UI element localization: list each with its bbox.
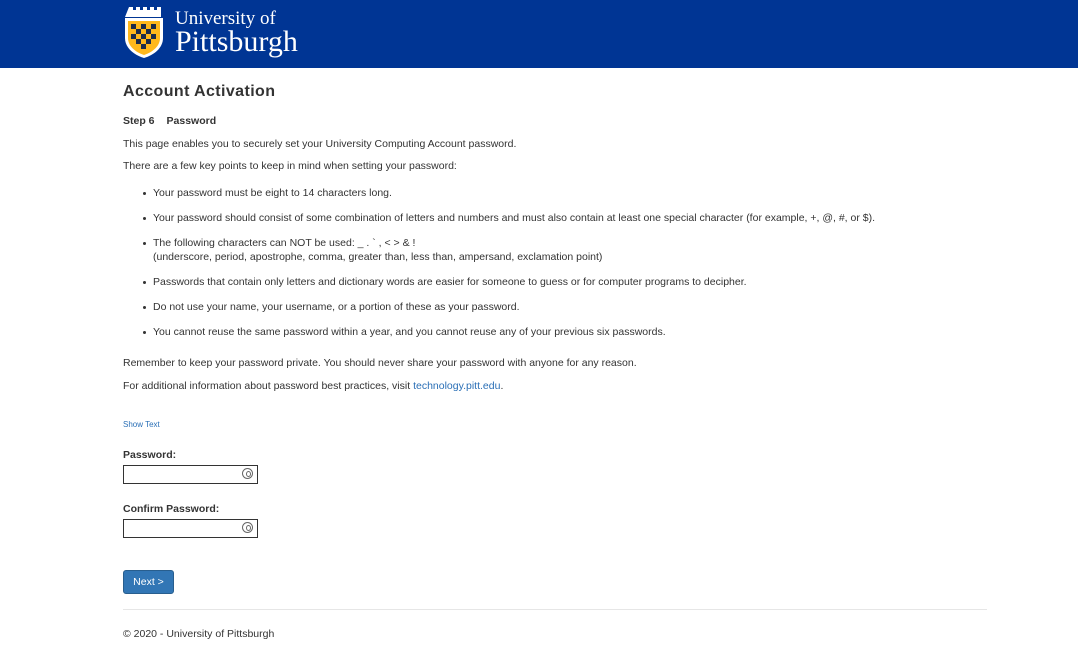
rule-text-detail: (underscore, period, apostrophe, comma, greater than, less than, ampersand, exclamation point) <box>153 250 603 263</box>
pitt-shield-icon <box>123 5 165 59</box>
rule-text: You cannot reuse the same password within a year, and you cannot reuse any of your previous six passwords. <box>153 325 666 338</box>
additional-info-suffix: . <box>500 380 504 392</box>
confirm-password-field <box>123 519 258 538</box>
password-field <box>123 465 258 484</box>
confirm-password-input[interactable] <box>124 522 240 539</box>
list-item <box>153 276 993 290</box>
confirm-password-reveal-icon[interactable] <box>242 522 253 533</box>
key-points-intro: There are a few key points to keep in mind when setting your password: <box>123 160 457 172</box>
step-name: Password <box>166 115 217 127</box>
additional-info-prefix: For additional information about password best practices, visit <box>123 380 414 392</box>
technology-link[interactable]: technology.pitt.edu <box>413 380 501 392</box>
footer-divider <box>123 609 987 610</box>
site-header <box>0 0 1078 68</box>
list-item <box>153 237 993 264</box>
list-item <box>153 187 993 201</box>
next-button[interactable]: Next > <box>123 570 174 594</box>
password-reveal-icon[interactable] <box>242 468 253 479</box>
password-input[interactable] <box>124 468 240 485</box>
password-label: Password: <box>123 449 177 461</box>
step-number: Step 6 <box>123 115 155 127</box>
additional-info <box>123 380 503 392</box>
page-title: Account Activation <box>123 83 276 100</box>
rule-text: Your password must be eight to 14 characters long. <box>153 187 392 199</box>
password-rules-list <box>123 187 993 351</box>
privacy-reminder: Remember to keep your password private. You should never share your password with anyone for any reason. <box>123 357 637 369</box>
list-item <box>153 326 993 340</box>
step-indicator <box>123 115 216 127</box>
rule-text: Do not use your name, your username, or a portion of these as your password. <box>153 300 520 313</box>
intro-text: This page enables you to securely set your University Computing Account password. <box>123 138 517 150</box>
list-item <box>153 301 993 315</box>
logo-text-line1: University of <box>175 8 276 29</box>
rule-text: Passwords that contain only letters and dictionary words are easier for someone to guess or for computer programs to decipher. <box>153 275 747 288</box>
rule-text: Your password should consist of some combination of letters and numbers and must also contain at least one special character (for example, +, @, #, or $). <box>153 212 876 224</box>
show-text-link[interactable]: Show Text <box>123 420 160 429</box>
rule-text: The following characters can NOT be used: _ . ` , < > & ! <box>153 237 416 249</box>
footer-copyright: © 2020 - University of Pittsburgh <box>123 628 275 640</box>
list-item <box>153 212 993 226</box>
university-logo[interactable] <box>123 4 298 60</box>
confirm-password-label: Confirm Password: <box>123 503 220 515</box>
logo-text-line2: Pittsburgh <box>175 25 298 58</box>
